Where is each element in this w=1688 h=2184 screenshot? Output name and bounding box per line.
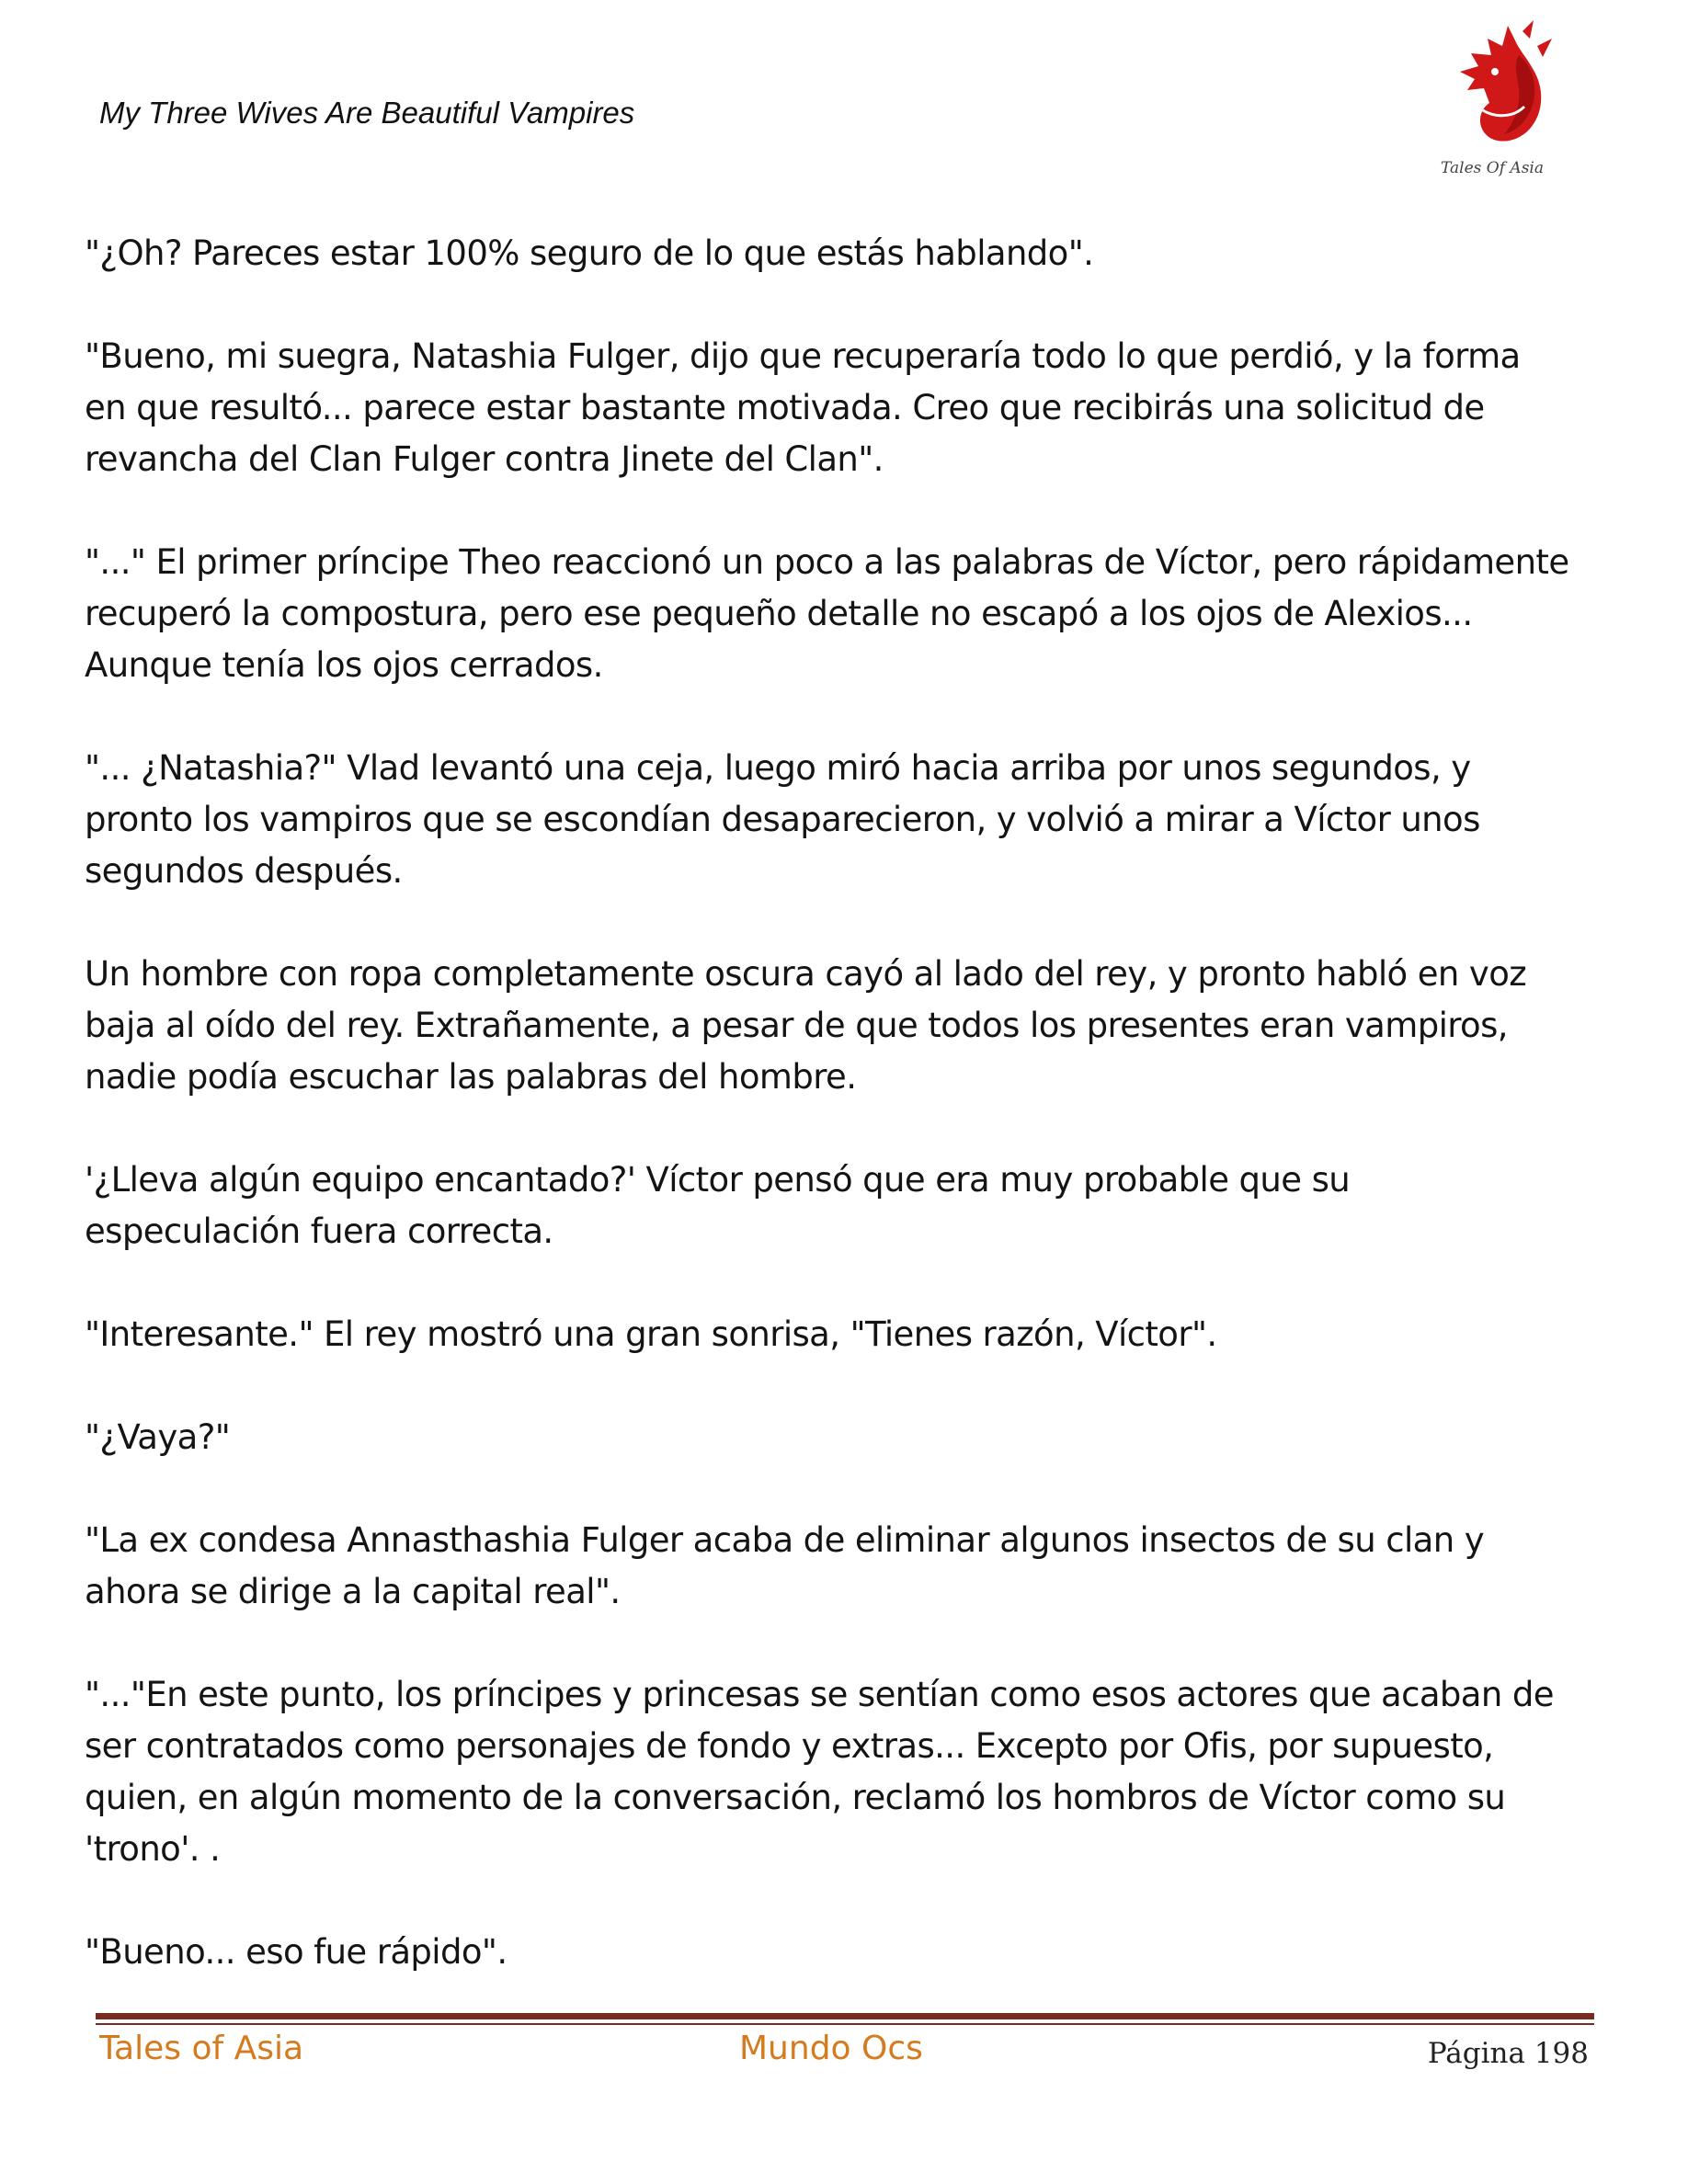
footer-divider-thin — [96, 2023, 1594, 2025]
footer-divider — [96, 2013, 1594, 2019]
paragraph: "Bueno... eso fue rápido". — [85, 1932, 508, 1972]
footer-site-name: Tales of Asia — [99, 2030, 304, 2067]
paragraph: "¿Oh? Pareces estar 100% seguro de lo que estás hablando". — [85, 233, 1094, 273]
chapter-text — [85, 228, 1611, 2030]
paragraph: "La ex condesa Annasthashia Fulger acaba de eliminar algunos insectos de su clan y ahora se dirige a la capital real". — [85, 1520, 1485, 1611]
paragraph: Un hombre con ropa completamente oscura cayó al lado del rey, y pronto habló en voz baja al oído del rey. Extrañamente, a pesar de que todos los presentes eran vampiros, nadie podía escuchar las palabras del hombre. — [85, 954, 1527, 1097]
header-title: My Three Wives Are Beautiful Vampires — [99, 96, 635, 130]
svg-text:Tales Of Asia: Tales Of Asia — [1441, 159, 1544, 177]
dragon-logo-icon — [1423, 18, 1561, 184]
paragraph: "..." El primer príncipe Theo reaccionó un poco a las palabras de Víctor, pero rápidamente recuperó la compostura, pero ese pequeño detalle no escapó a los ojos de Alexios... Aunque tenía los ojos cerrados. — [85, 542, 1569, 685]
paragraph: "¿Vaya?" — [85, 1417, 231, 1457]
paragraph: "Interesante." El rey mostró una gran sonrisa, "Tienes razón, Víctor". — [85, 1314, 1217, 1354]
paragraph: "... ¿Natashia?" Vlad levantó una ceja, luego miró hacia arriba por unos segundos, y pronto los vampiros que se escondían desaparecieron, y volvió a mirar a Víctor unos segundos después. — [85, 748, 1480, 891]
paragraph: "..."En este punto, los príncipes y princesas se sentían como esos actores que acaban de ser contratados como personajes de fondo y extras... Excepto por Ofis, por supuesto, quien, en algún momento de la conversación, reclamó los hombros de Víctor como su 'trono'. . — [85, 1675, 1554, 1869]
footer-translator: Mundo Ocs — [739, 2030, 923, 2067]
paragraph: '¿Lleva algún equipo encantado?' Víctor pensó que era muy probable que su especulación fuera correcta. — [85, 1160, 1351, 1251]
paragraph: "Bueno, mi suegra, Natashia Fulger, dijo que recuperaría todo lo que perdió, y la forma en que resultó... parece estar bastante motivada. Creo que recibirás una solicitud de revancha del Clan Fulger contra Jinete del Clan". — [85, 336, 1521, 479]
page-number: Página 198 — [1427, 2037, 1589, 2070]
